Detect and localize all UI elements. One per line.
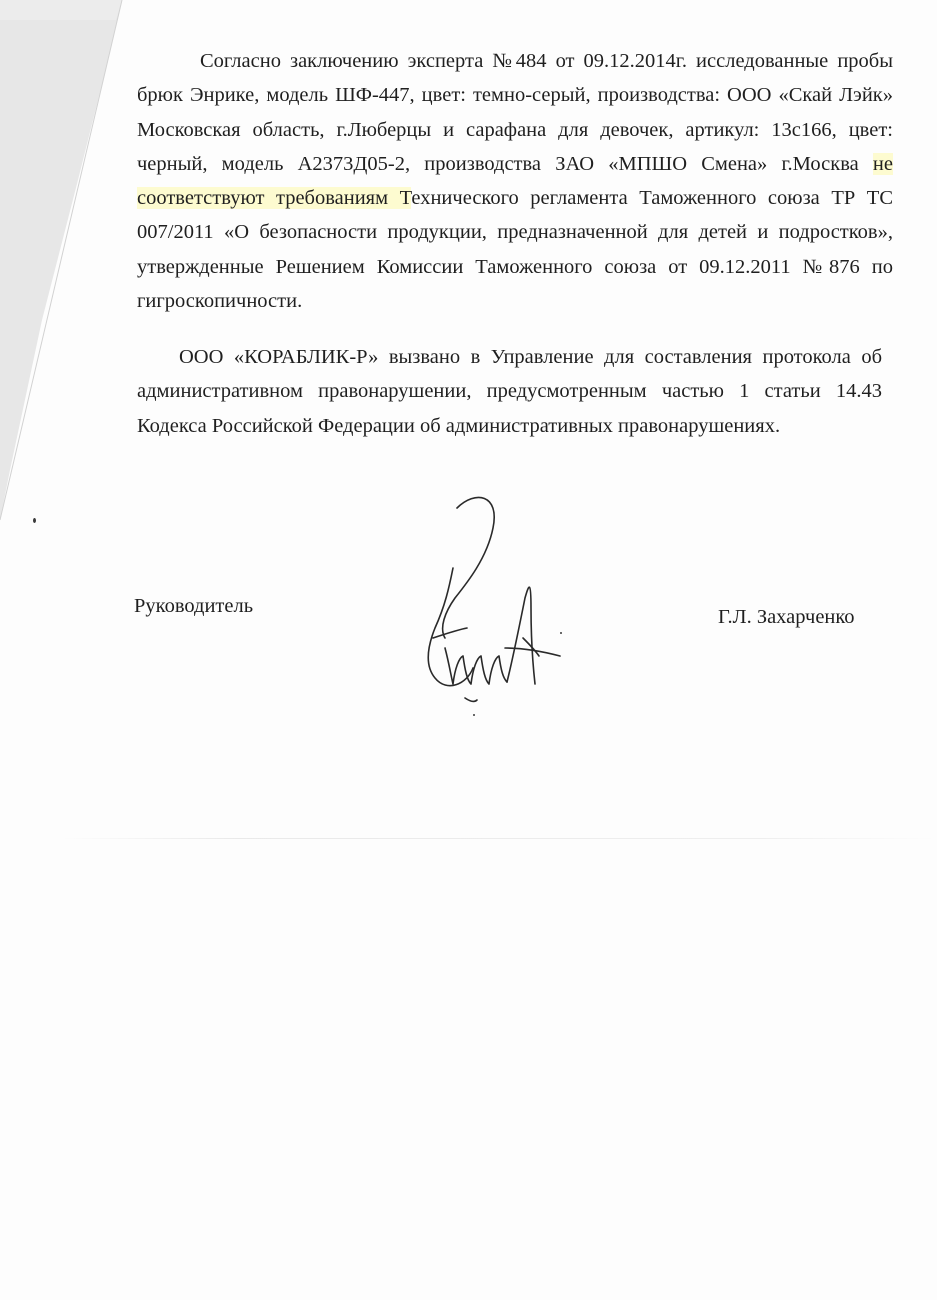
highlighted-text: не соответствуют требованиям Т [137, 152, 893, 210]
paper-fold-line [60, 838, 937, 839]
paragraph-expert-conclusion [137, 44, 893, 318]
signatory-name: Г.Л. Захарченко [718, 606, 855, 628]
page-corner-shadow [0, 0, 140, 1300]
paragraph-summons: ООО «КОРАБЛИК-Р» вызвано в Управление для составления протокола об административном правонарушении, предусмотренным частью 1 статьи 14.43 Кодекса Российской Федерации об административных правонарушениях. [137, 346, 882, 437]
paragraph-1-end: ехнического регламента Таможенного союза ТР ТС 007/2011 «О безопасности продукции, предназначенной для детей и подростков», утвержденные Решением Комиссии Таможенного союза от 09.12.2011 №876 по гигроскопичности. [137, 187, 893, 313]
scan-speck [560, 632, 562, 634]
paragraph-1-start: Согласно заключению эксперта №484 от 09.12.2014г. исследованные пробы брюк Энрике, модель ШФ-447, цвет: темно-серый, производства: ООО «Скай Лэйк» Московская область, г.Люберцы и сарафана для девочек, артикул: 13с166, цвет: черный, модель А2373Д05-2, производства ЗАО «МПШО Смена» г.Москва [137, 50, 893, 175]
scan-speck [473, 714, 475, 716]
scan-speck [33, 518, 36, 523]
handwritten-signature-icon [405, 488, 575, 723]
signature-role: Руководитель [134, 595, 254, 617]
